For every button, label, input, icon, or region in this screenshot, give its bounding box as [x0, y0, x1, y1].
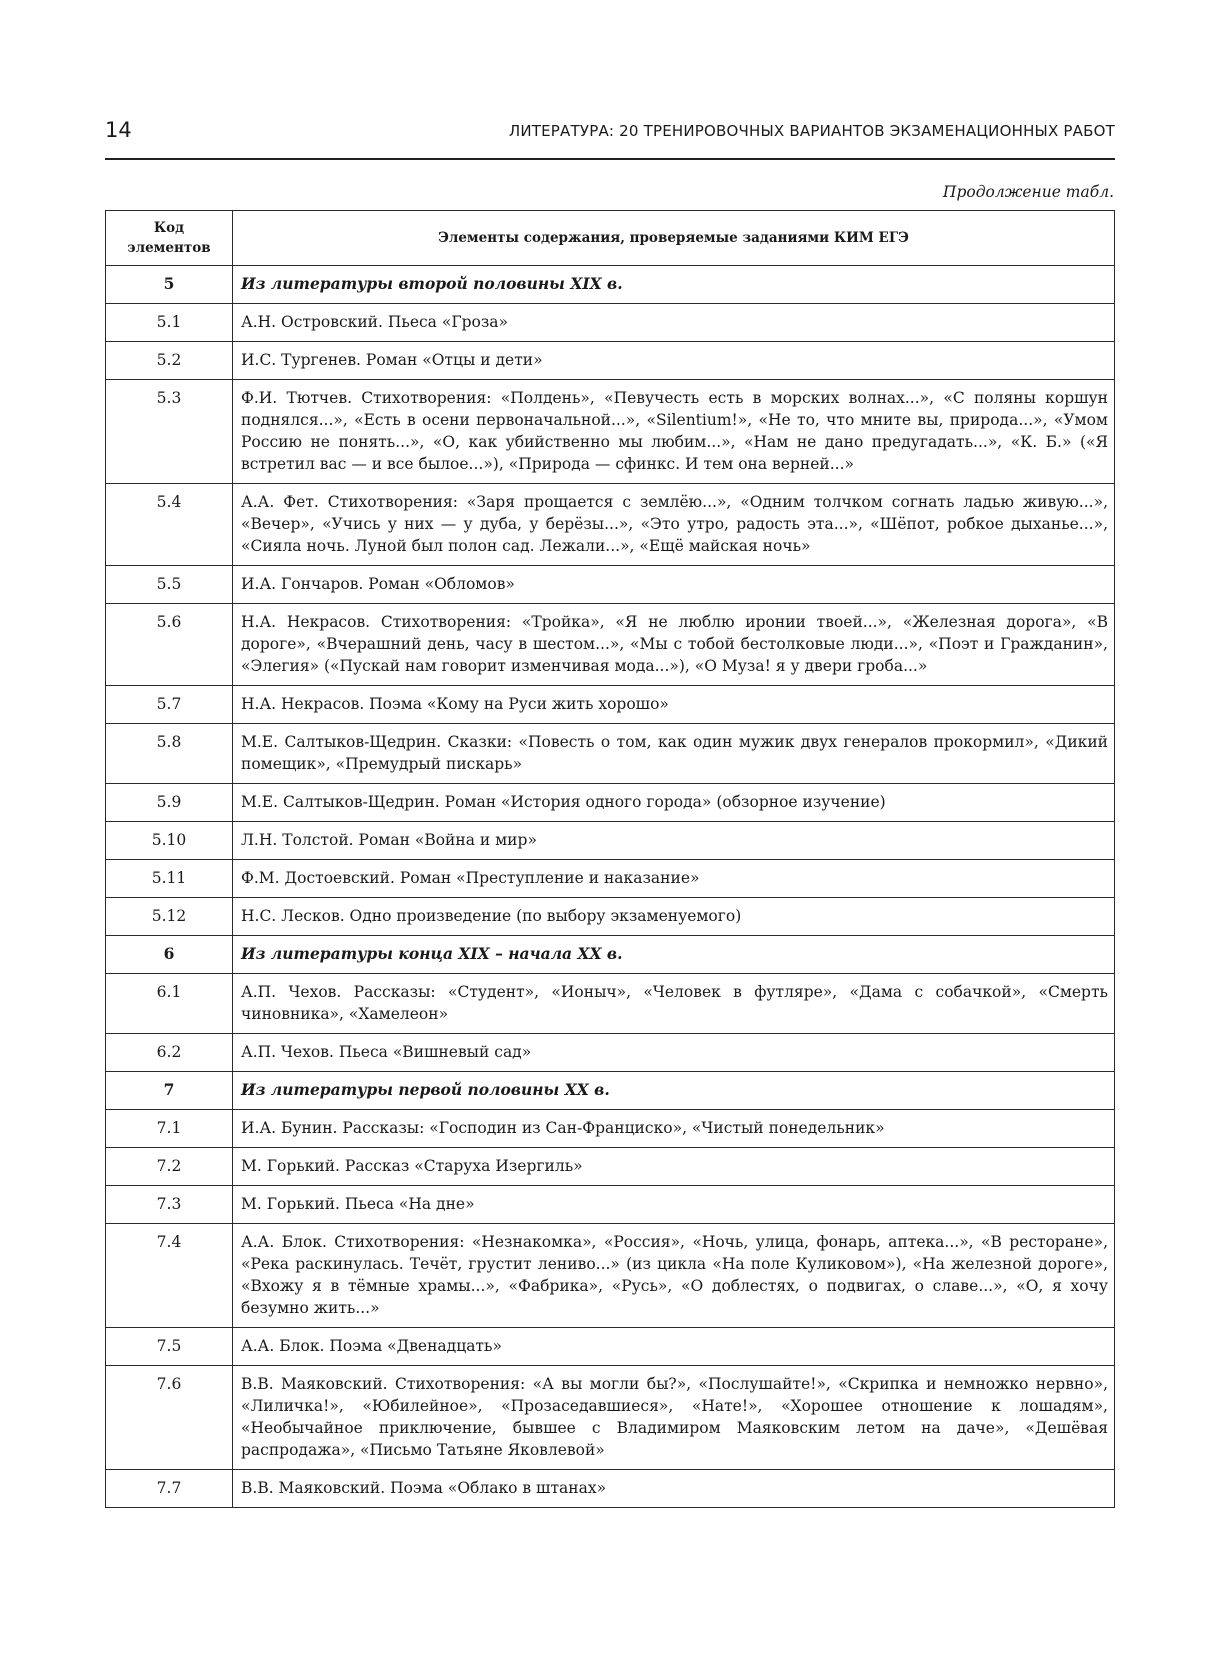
table-row: [106, 1224, 1115, 1328]
table-header-row: [106, 211, 1115, 266]
table-continuation-note: Продолжение табл.: [942, 183, 1114, 201]
element-code: 5.8: [106, 724, 233, 784]
element-description: Н.А. Некрасов. Стихотворения: «Тройка», «Я не люблю иронии твоей...», «Железная дорога», «В дороге», «Вчерашний день, часу в шестом...», «Мы с тобой бестолковые люди...», «Поэт и Гражданин», «Элегия» («Пускай нам говорит изменчивая мода...»), «О Муза! я у двери гроба...»: [233, 604, 1115, 686]
element-code: 5.7: [106, 686, 233, 724]
element-description: М. Горький. Пьеса «На дне»: [233, 1186, 1115, 1224]
page-number: 14: [105, 118, 132, 142]
element-code: 5: [106, 266, 233, 304]
element-description: Н.А. Некрасов. Поэма «Кому на Руси жить хорошо»: [233, 686, 1115, 724]
element-code: 5.11: [106, 860, 233, 898]
element-description: А.А. Блок. Поэма «Двенадцать»: [233, 1328, 1115, 1366]
table-row: [106, 380, 1115, 484]
element-code: 7.2: [106, 1148, 233, 1186]
table-row: [106, 304, 1115, 342]
section-title: Из литературы второй половины XIX в.: [233, 266, 1115, 304]
element-code: 7.1: [106, 1110, 233, 1148]
element-description: Ф.И. Тютчев. Стихотворения: «Полдень», «Певучесть есть в морских волнах...», «С поляны коршун поднялся...», «Есть в осени первоначальной...», «Silentium!», «Не то, что мните вы, природа...», «Умом Россию не понять...», «О, как убийственно мы любим...», «Нам не дано предугадать...», «К. Б.» («Я встретил вас — и все былое...»), «Природа — сфинкс. И тем она верней...»: [233, 380, 1115, 484]
table-row: [106, 1328, 1115, 1366]
running-title: ЛИТЕРАТУРА: 20 ТРЕНИРОВОЧНЫХ ВАРИАНТОВ ЭКЗАМЕНАЦИОННЫХ РАБОТ: [508, 122, 1115, 140]
code-header-line1: Код: [153, 220, 185, 236]
element-description: В.В. Маяковский. Стихотворения: «А вы могли бы?», «Послушайте!», «Скрипка и немножко нервно», «Лиличка!», «Юбилейное», «Прозаседавшиеся», «Нате!», «Хорошее отношение к лошадям», «Необычайное приключение, бывшее с Владимиром Маяковским летом на даче», «Дешёвая распродажа», «Письмо Татьяне Яковлевой»: [233, 1366, 1115, 1470]
element-description: А.Н. Островский. Пьеса «Гроза»: [233, 304, 1115, 342]
table-row: [106, 484, 1115, 566]
table-row: [106, 1148, 1115, 1186]
element-description: А.А. Фет. Стихотворения: «Заря прощается с землёю...», «Одним толчком согнать ладью живую...», «Вечер», «Учись у них — у дуба, у берёзы...», «Это утро, радость эта...», «Шёпот, робкое дыханье...», «Сияла ночь. Луной был полон сад. Лежали...», «Ещё майская ночь»: [233, 484, 1115, 566]
table-row: [106, 686, 1115, 724]
table-row: [106, 974, 1115, 1034]
section-row: [106, 936, 1115, 974]
table-row: [106, 1366, 1115, 1470]
element-description: А.П. Чехов. Рассказы: «Студент», «Ионыч», «Человек в футляре», «Дама с собачкой», «Смерть чиновника», «Хамелеон»: [233, 974, 1115, 1034]
element-code: 5.5: [106, 566, 233, 604]
element-description: Ф.М. Достоевский. Роман «Преступление и наказание»: [233, 860, 1115, 898]
page-header: [105, 118, 1115, 160]
element-code: 5.2: [106, 342, 233, 380]
element-code: 7.4: [106, 1224, 233, 1328]
element-description: М.Е. Салтыков-Щедрин. Сказки: «Повесть о том, как один мужик двух генералов прокормил», «Дикий помещик», «Премудрый пискарь»: [233, 724, 1115, 784]
code-column-header: [106, 211, 233, 266]
element-code: 5.6: [106, 604, 233, 686]
table-row: [106, 860, 1115, 898]
element-code: 5.4: [106, 484, 233, 566]
element-code: 5.1: [106, 304, 233, 342]
section-row: [106, 266, 1115, 304]
element-description: А.А. Блок. Стихотворения: «Незнакомка», «Россия», «Ночь, улица, фонарь, аптека...», «В ресторане», «Река раскинулась. Течёт, грустит лениво...» (из цикла «На поле Куликовом»), «На железной дороге», «Вхожу я в тёмные храмы...», «Фабрика», «Русь», «О доблестях, о подвигах, о славе...», «О, я хочу безумно жить...»: [233, 1224, 1115, 1328]
content-elements-table: [105, 210, 1115, 1508]
element-code: 6: [106, 936, 233, 974]
table-row: [106, 1034, 1115, 1072]
element-code: 6.2: [106, 1034, 233, 1072]
element-code: 5.9: [106, 784, 233, 822]
element-description: В.В. Маяковский. Поэма «Облако в штанах»: [233, 1470, 1115, 1508]
element-description: И.А. Гончаров. Роман «Обломов»: [233, 566, 1115, 604]
section-row: [106, 1072, 1115, 1110]
element-description: Н.С. Лесков. Одно произведение (по выбору экзаменуемого): [233, 898, 1115, 936]
element-code: 5.12: [106, 898, 233, 936]
element-code: 5.3: [106, 380, 233, 484]
element-code: 7.7: [106, 1470, 233, 1508]
element-description: И.А. Бунин. Рассказы: «Господин из Сан-Франциско», «Чистый понедельник»: [233, 1110, 1115, 1148]
element-code: 7: [106, 1072, 233, 1110]
table-row: [106, 604, 1115, 686]
table-body: [106, 266, 1115, 1508]
element-code: 7.3: [106, 1186, 233, 1224]
table-row: [106, 822, 1115, 860]
table-row: [106, 784, 1115, 822]
table-row: [106, 1110, 1115, 1148]
element-description: М.Е. Салтыков-Щедрин. Роман «История одного города» (обзорное изучение): [233, 784, 1115, 822]
table-row: [106, 1186, 1115, 1224]
element-description: М. Горький. Рассказ «Старуха Изергиль»: [233, 1148, 1115, 1186]
code-header-line2: элементов: [127, 240, 211, 256]
section-title: Из литературы первой половины XX в.: [233, 1072, 1115, 1110]
element-code: 7.5: [106, 1328, 233, 1366]
element-description: И.С. Тургенев. Роман «Отцы и дети»: [233, 342, 1115, 380]
table-row: [106, 1470, 1115, 1508]
element-code: 5.10: [106, 822, 233, 860]
table-row: [106, 342, 1115, 380]
table-row: [106, 898, 1115, 936]
content-column-header: Элементы содержания, проверяемые заданиями КИМ ЕГЭ: [233, 211, 1115, 266]
table-row: [106, 724, 1115, 784]
element-code: 7.6: [106, 1366, 233, 1470]
element-description: Л.Н. Толстой. Роман «Война и мир»: [233, 822, 1115, 860]
section-title: Из литературы конца XIX – начала XX в.: [233, 936, 1115, 974]
element-description: А.П. Чехов. Пьеса «Вишневый сад»: [233, 1034, 1115, 1072]
element-code: 6.1: [106, 974, 233, 1034]
table-row: [106, 566, 1115, 604]
